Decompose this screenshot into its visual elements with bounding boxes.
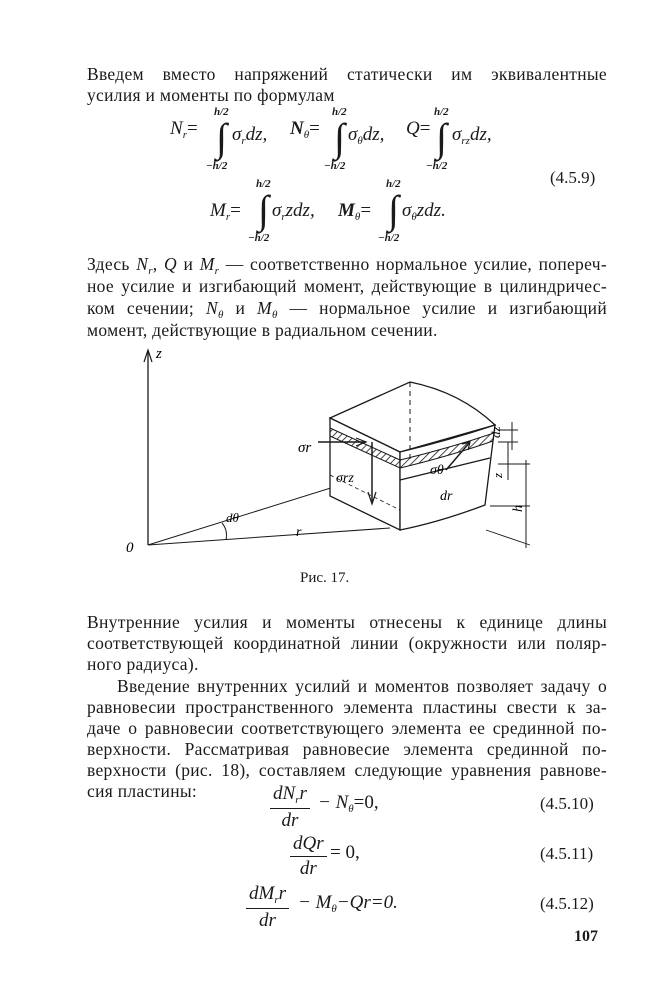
explanation-line-1: Здесь $N_r$, Q и $M_r$ — соответственно нормальное усилие, попереч- bbox=[87, 254, 607, 277]
sigma-r-label: σr bbox=[298, 440, 312, 456]
z-axis-label: z bbox=[156, 346, 162, 362]
intro-line-1: Введем вместо напряжений статически им эквивалентные bbox=[87, 64, 607, 84]
integrand-Mtheta: $\sigma_\theta zdz$. bbox=[402, 200, 446, 223]
para2-line-1: Внутренние усилия и моменты отнесены к единице длины bbox=[87, 612, 607, 632]
explanation-line-2: ное усилие и изгибающий момент, действующие в цилиндричес- bbox=[87, 276, 607, 296]
para3-line-2: равновесии пространственного элемента пластины свести к за- bbox=[87, 697, 607, 717]
integrand-Nr: $\sigma_rdz$, bbox=[232, 124, 268, 147]
equation-number-4-5-9: (4.5.9) bbox=[550, 168, 596, 187]
para3-line-3: даче о равновесии соответствующего элемента ее срединной по- bbox=[87, 718, 607, 738]
equation-number-4-5-11: (4.5.11) bbox=[540, 844, 594, 863]
integral-Mr: h/2 ∫ −h/2 bbox=[248, 178, 271, 244]
dtheta-label: dθ bbox=[226, 510, 239, 525]
dr-label: dr bbox=[440, 489, 453, 504]
para3-line-1: Введение внутренних усилий и моментов позволяет задачу о bbox=[117, 676, 607, 696]
integrand-Q: $\sigma_{rz}dz$, bbox=[452, 124, 492, 147]
eq-4-5-11-rest: = 0, bbox=[330, 842, 360, 863]
equation-number-4-5-10: (4.5.10) bbox=[540, 794, 594, 813]
integral-Q: h/2 ∫ −h/2 bbox=[426, 106, 449, 172]
para3-line-6: сия пластины: bbox=[87, 781, 198, 801]
radial-line-lower bbox=[148, 528, 390, 545]
eq-4-5-10-fraction: $dN_rr$ dr bbox=[270, 782, 310, 833]
page-number: 107 bbox=[574, 928, 598, 945]
eq-4-5-12-fraction: $dM_rr$ dr bbox=[246, 882, 289, 933]
explanation-line-3: ком сечении; $N_\theta$ и $M_\theta$ — нормальное усилие и изгибающий bbox=[87, 298, 607, 321]
figure-17-plate-element bbox=[0, 330, 664, 570]
integrand-Mr: $\sigma_rzdz$, bbox=[272, 200, 315, 223]
plate-element-block bbox=[330, 382, 495, 530]
r-label: r bbox=[296, 525, 302, 540]
eq-4-5-10-rest: − $N_\theta=0$, bbox=[318, 792, 379, 815]
formula-Nr: $N_r=$ bbox=[170, 118, 198, 141]
integrand-Ntheta: $\sigma_\theta dz$, bbox=[348, 124, 385, 147]
integral-Nr: h/2 ∫ −h/2 bbox=[206, 106, 229, 172]
explanation-line-4: момент, действующие в радиальном сечении. bbox=[87, 320, 438, 340]
formula-Mtheta: $M_\theta=$ bbox=[338, 200, 372, 223]
h-label: h bbox=[511, 505, 526, 512]
integral-Mtheta: h/2 ∫ −h/2 bbox=[378, 178, 401, 244]
z-label: z bbox=[490, 472, 505, 478]
formula-Mr: $M_r=$ bbox=[210, 200, 241, 223]
sigma-rz-label: σrz bbox=[336, 471, 354, 486]
equation-number-4-5-12: (4.5.12) bbox=[540, 894, 594, 913]
eq-4-5-11-fraction: dQr dr bbox=[290, 832, 327, 881]
dtheta-arc bbox=[222, 523, 227, 540]
formula-Q: Q= bbox=[406, 118, 431, 139]
para3-line-5: верхности (рис. 18), составляем следующие уравнения равнове- bbox=[87, 760, 607, 780]
para2-line-2: соответствующей координатной линии (окружности или поляр- bbox=[87, 633, 607, 653]
origin-label: 0 bbox=[126, 540, 134, 556]
sigma-theta-label: σθ bbox=[430, 463, 444, 478]
dz-label: dz bbox=[488, 426, 503, 438]
eq-4-5-12-rest: − $M_\theta-Qr=0$. bbox=[298, 892, 398, 915]
formula-Ntheta: $N_\theta=$ bbox=[290, 118, 320, 141]
para2-line-3: ного радиуса). bbox=[87, 654, 199, 674]
intro-line-2: усилия и моменты по формулам bbox=[87, 85, 335, 105]
para3-line-4: верхности. Рассматривая равновесие элемента срединной по- bbox=[87, 739, 607, 759]
integral-Ntheta: h/2 ∫ −h/2 bbox=[324, 106, 347, 172]
figure-caption: Рис. 17. bbox=[300, 570, 350, 586]
